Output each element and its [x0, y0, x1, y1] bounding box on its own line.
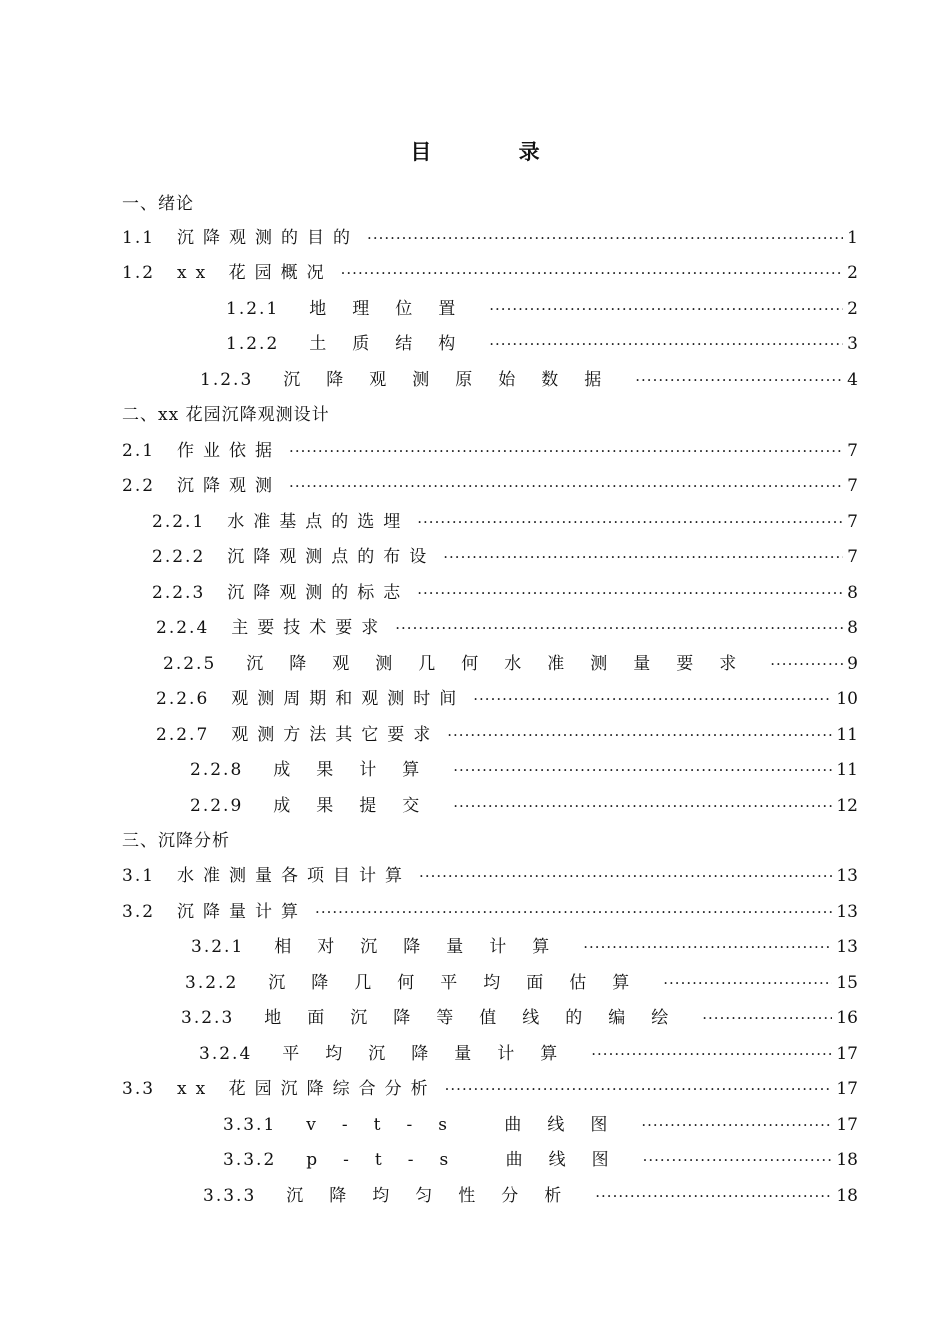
toc-entry-label: xx 花园沉降综合分析: [177, 1079, 437, 1099]
toc-dot-leader: [447, 721, 832, 749]
toc-dot-leader: [643, 1146, 833, 1174]
toc-entry-label: 沉降观测的标志: [227, 583, 410, 603]
toc-entry[interactable]: [152, 579, 858, 607]
toc-entry[interactable]: [122, 437, 858, 465]
toc-entry-label: 沉降量计算: [177, 902, 308, 922]
toc-page-number: 17: [836, 1044, 858, 1064]
toc-entry[interactable]: [199, 1040, 858, 1068]
toc-entry-number: 1.2.3: [200, 370, 254, 390]
toc-entry[interactable]: [122, 1075, 858, 1103]
toc-entry-label: 沉降观测: [177, 476, 282, 496]
toc-page-number: 7: [847, 476, 858, 496]
toc-entry-label: 沉降观测点的布设: [227, 547, 436, 567]
toc-entry[interactable]: [122, 224, 858, 252]
toc-entry[interactable]: [181, 1004, 858, 1032]
toc-entry-label: 作业依据: [177, 441, 282, 461]
toc-entry-number: 2.1: [122, 441, 156, 461]
toc-entry[interactable]: [223, 1146, 858, 1174]
toc-entry-number: 2.2.9: [190, 796, 244, 816]
toc-page-number: 12: [836, 796, 858, 816]
toc-entry-number: 3.1: [122, 866, 156, 886]
toc-page-number: 11: [836, 725, 858, 745]
toc-entry-number: 2.2.1: [152, 512, 206, 532]
toc-page-number: 13: [836, 866, 858, 886]
toc-entry-number: 3.3: [122, 1079, 156, 1099]
toc-entry-number: 1.2.1: [226, 299, 280, 319]
toc-dot-leader: [315, 898, 832, 926]
toc-entry-label: 沉降观测原始数据: [283, 370, 628, 390]
toc-entry-label: v-t-s 曲线图: [306, 1115, 634, 1135]
toc-page-number: 7: [847, 441, 858, 461]
toc-entry-label: 相对沉降量计算: [274, 937, 576, 957]
toc-dot-leader: [367, 224, 843, 252]
toc-entry-label: 土质结构: [309, 334, 482, 354]
toc-dot-leader: [663, 969, 832, 997]
toc-page-number: 13: [836, 937, 858, 957]
toc-entry-number: 2.2.4: [156, 618, 210, 638]
toc-entry-number: 2.2.5: [163, 654, 217, 674]
toc-dot-leader: [289, 437, 843, 465]
toc-dot-leader: [417, 579, 843, 607]
toc-dot-leader: [419, 862, 832, 890]
toc-dot-leader: [595, 1182, 832, 1210]
toc-dot-leader: [702, 1004, 832, 1032]
toc-entry-label: 平均沉降量计算: [282, 1044, 584, 1064]
toc-entry-number: 3.3.2: [223, 1150, 277, 1170]
toc-dot-leader: [489, 330, 843, 358]
toc-entry[interactable]: [156, 685, 858, 713]
toc-page-number: 10: [836, 689, 858, 709]
toc-entry[interactable]: [190, 792, 858, 820]
toc-page-number: 18: [836, 1186, 858, 1206]
toc-entry-label: 沉降观测的目的: [177, 228, 360, 248]
toc-entry-number: 2.2.3: [152, 583, 206, 603]
toc-entry[interactable]: [156, 721, 858, 749]
toc-entry-label: 成果计算: [273, 760, 446, 780]
toc-entry-number: 3.2.2: [185, 973, 239, 993]
toc-entry-label: 水准基点的选埋: [227, 512, 410, 532]
toc-entry[interactable]: [152, 543, 858, 571]
toc-page-number: 1: [847, 228, 858, 248]
toc-dot-leader: [443, 543, 843, 571]
toc-dot-leader: [453, 792, 832, 820]
toc-entry[interactable]: [226, 295, 858, 323]
toc-entry-number: 1.2.2: [226, 334, 280, 354]
toc-entry-label: 地理位置: [309, 299, 482, 319]
toc-dot-leader: [591, 1040, 832, 1068]
toc-entry[interactable]: [226, 330, 858, 358]
toc-entry-number: 2.2.2: [152, 547, 206, 567]
toc-entry-label: 地面沉降等值线的编绘: [264, 1008, 695, 1028]
toc-entry-number: 2.2.8: [190, 760, 244, 780]
toc-page-number: 11: [836, 760, 858, 780]
toc-dot-leader: [489, 295, 843, 323]
toc-entry-number: 2.2.7: [156, 725, 210, 745]
toc-page-number: 7: [847, 547, 858, 567]
toc-page-number: 2: [847, 299, 858, 319]
toc-entry-label: 沉降均匀性分析: [286, 1186, 588, 1206]
toc-dot-leader: [641, 1111, 832, 1139]
toc-entry-number: 3.2.4: [199, 1044, 253, 1064]
toc-section-heading: 二、xx 花园沉降观测设计: [122, 405, 330, 425]
toc-entry-number: 3.3.3: [203, 1186, 257, 1206]
toc-entry[interactable]: [200, 366, 858, 394]
toc-entry-label: 主要技术要求: [231, 618, 388, 638]
toc-entry-number: 1.1: [122, 228, 156, 248]
toc-dot-leader: [453, 756, 832, 784]
toc-entry-number: 2.2: [122, 476, 156, 496]
toc-page-number: 16: [836, 1008, 858, 1028]
toc-page-number: 9: [847, 654, 858, 674]
toc-entry[interactable]: [190, 756, 858, 784]
toc-entry[interactable]: [152, 508, 858, 536]
toc-entry-number: 3.2: [122, 902, 156, 922]
toc-entry[interactable]: [223, 1111, 858, 1139]
toc-dot-leader: [289, 472, 843, 500]
toc-section-heading: 三、沉降分析: [122, 831, 230, 851]
toc-entry[interactable]: [122, 259, 858, 287]
toc-page-number: 7: [847, 512, 858, 532]
toc-dot-leader: [635, 366, 843, 394]
toc-entry[interactable]: [122, 898, 858, 926]
toc-entry-label: 观测周期和观测时间: [231, 689, 466, 709]
toc-entry-label: 成果提交: [273, 796, 446, 816]
toc-title: 目 录: [410, 139, 580, 164]
toc-section-heading: 一、绪论: [122, 194, 194, 214]
toc-page-number: 3: [847, 334, 858, 354]
toc-entry-number: 3.2.1: [191, 937, 245, 957]
toc-page-number: 2: [847, 263, 858, 283]
toc-entry[interactable]: [163, 650, 858, 678]
toc-entry-label: 水准测量各项目计算: [177, 866, 412, 886]
toc-entry-number: 1.2: [122, 263, 156, 283]
toc-entry[interactable]: [191, 933, 858, 961]
toc-page-number: 13: [836, 902, 858, 922]
toc-page-number: 8: [847, 618, 858, 638]
toc-page-number: 17: [836, 1079, 858, 1099]
toc-page-number: 8: [847, 583, 858, 603]
toc-dot-leader: [395, 614, 843, 642]
toc-entry[interactable]: [122, 862, 858, 890]
toc-entry-number: 3.3.1: [223, 1115, 277, 1135]
toc-entry-number: 3.2.3: [181, 1008, 235, 1028]
toc-dot-leader: [445, 1075, 833, 1103]
toc-page-number: 15: [836, 973, 858, 993]
toc-entry[interactable]: [122, 472, 858, 500]
toc-dot-leader: [473, 685, 832, 713]
toc-dot-leader: [770, 650, 843, 678]
toc-entry-label: 沉降几何平均面估算: [268, 973, 656, 993]
toc-entry-number: 2.2.6: [156, 689, 210, 709]
toc-entry-label: p-t-s 曲线图: [306, 1150, 635, 1170]
toc-dot-leader: [417, 508, 843, 536]
toc-dot-leader: [583, 933, 832, 961]
toc-page-number: 4: [847, 370, 858, 390]
toc-dot-leader: [341, 259, 844, 287]
toc-page-number: 18: [836, 1150, 858, 1170]
toc-entry[interactable]: [185, 969, 858, 997]
toc-entry-label: xx 花园概况: [177, 263, 333, 283]
toc-entry-label: 观测方法其它要求: [231, 725, 440, 745]
toc-entry[interactable]: [156, 614, 858, 642]
toc-page-number: 17: [836, 1115, 858, 1135]
toc-entry[interactable]: [203, 1182, 858, 1210]
toc-entry-label: 沉降观测几何水准测量要求: [246, 654, 763, 674]
